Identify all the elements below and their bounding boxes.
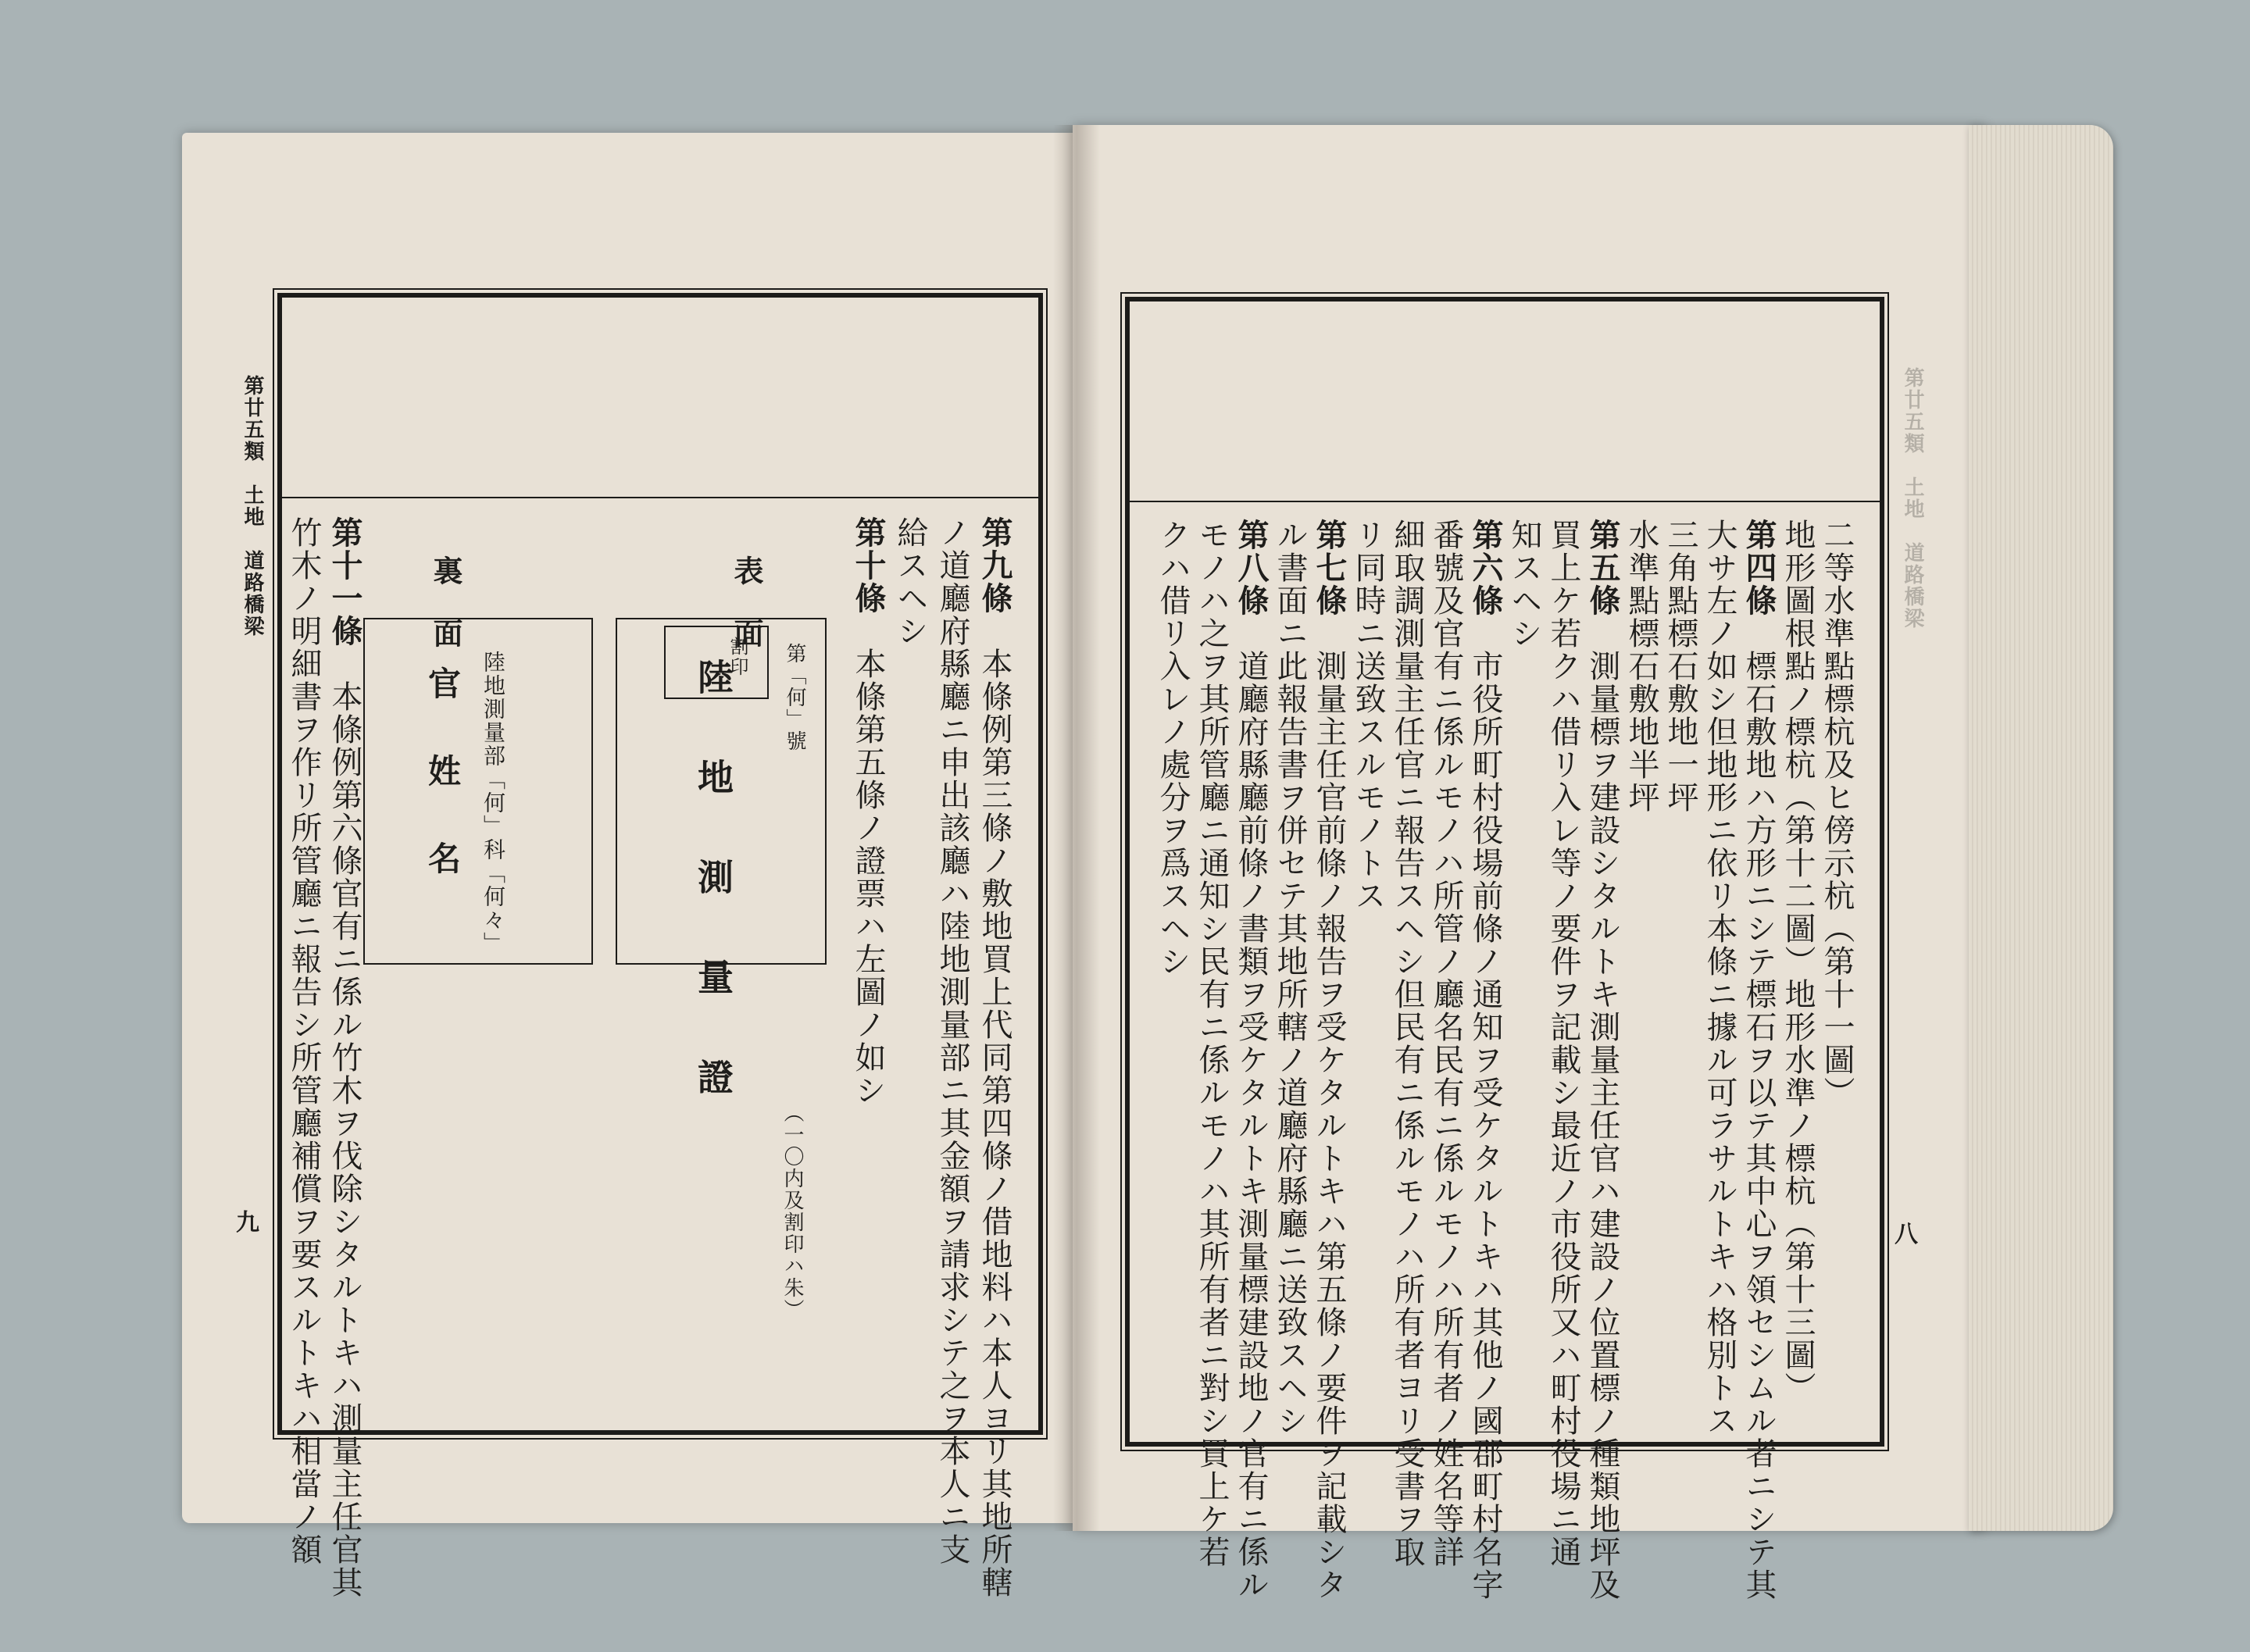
- right-column-9: 知スヘシ: [1506, 519, 1542, 650]
- left-column-2: ノ道廳府縣廳ニ申出該廳ハ陸地測量部ニ其金額ヲ請求シテ之ヲ本人ニ支: [934, 516, 970, 1566]
- seal-label: 割印: [727, 637, 748, 677]
- right-column-6: 水準點標石敷地半坪: [1623, 519, 1659, 814]
- right-header-rule: [1130, 501, 1880, 502]
- right-column-4: 大サ左ノ如シ但地形ニ依リ本條ニ據ル可ラサルトキハ格別トス: [1702, 519, 1738, 1437]
- left-column-6: 竹木ノ明細書ヲ作リ所管廳ニ報告シ所管廳補償ヲ要スルトキハ相當ノ額: [286, 516, 322, 1566]
- right-column-14: 第七條 測量主任官前條ノ報告ヲ受ケタルトキハ第五條ノ要件ヲ記載シタ: [1311, 519, 1348, 1601]
- right-column-13: リ同時ニ送致スルモノトス: [1350, 519, 1386, 912]
- left-column-4: 第十條 本條第五條ノ證票ハ左圖ノ如シ: [850, 516, 887, 1107]
- right-column-12: 細取調測量主任官ニ報告スヘシ但民有ニ係ルモノハ所有者ヨリ受書ヲ取: [1389, 519, 1425, 1568]
- back-official-name: 官 姓 名: [423, 666, 462, 885]
- article-8-label: 第八條: [1233, 519, 1270, 617]
- article-6-label: 第六條: [1467, 519, 1504, 617]
- back-department-line: 陸地測量部「何」科「何々」: [480, 651, 506, 955]
- right-column-10: 第六條 市役所町村役場前條ノ通知ヲ受ケタルトキハ其他ノ國郡町村名字: [1467, 519, 1504, 1601]
- right-column-17: モノハ之ヲ其所管廳ニ通知シ民有ニ係ルモノハ其所有者ニ對シ買上ケ若: [1194, 519, 1230, 1568]
- right-column-8: 買上ケ若クハ借リ入レ等ノ要件ヲ記載シ最近ノ市役所又ハ町村役場ニ通: [1545, 519, 1581, 1568]
- right-text-frame: [1125, 297, 1884, 1601]
- left-column-1: 第九條 本條例第三條ノ敷地買上代同第四條ノ借地料ハ本人ヨリ其地所轄: [977, 516, 1013, 1599]
- article-7-label: 第七條: [1311, 519, 1348, 617]
- back-certificate-box: [363, 618, 593, 965]
- right-column-1: 二等水準點標杭及ヒ傍示杭（第十一圖）: [1819, 519, 1855, 1109]
- article-5-label: 第五條: [1584, 519, 1621, 617]
- right-column-3: 第四條 標石敷地ハ方形ニシテ標石ヲ以テ其中心ヲ領セシムル者ニシテ其: [1741, 519, 1777, 1601]
- certificate-title: 陸 地 測 量 證: [692, 658, 734, 1108]
- right-column-11: 番號及官有ニ係ルモノハ所管ノ廳名民有ニ係ルモノハ所有者ノ姓名等詳: [1428, 519, 1464, 1568]
- right-running-head: 第廿五類 土地 道路橋梁: [1901, 367, 1924, 630]
- right-column-16: 第八條 道廳府縣廳前條ノ書類ヲ受ケタルトキ測量標建設地ノ官有ニ係ル: [1233, 519, 1270, 1601]
- right-column-5: 三角點標石敷地一坪: [1662, 519, 1698, 814]
- left-column-5: 第十一條 本條例第六條官有ニ係ル竹木ヲ伐除シタルトキハ測量主任官其: [327, 516, 363, 1599]
- left-running-head: 第廿五類 土地 道路橋梁: [241, 375, 264, 637]
- left-page-number: 九: [236, 1209, 259, 1236]
- article-11-label: 第十一條: [327, 516, 363, 648]
- right-column-18: クハ借リ入レノ處分ヲ爲スヘシ: [1155, 519, 1191, 978]
- certificate-number: 第「何」號: [783, 643, 806, 752]
- right-column-15: ル書面ニ此報告書ヲ併セテ其地所轄ノ道廳府縣廳ニ送致スヘシ: [1272, 519, 1308, 1437]
- left-header-rule: [282, 497, 1038, 498]
- article-10-label: 第十條: [850, 516, 887, 615]
- left-text-frame: [277, 293, 1043, 1599]
- right-column-7: 第五條 測量標ヲ建設シタルトキ測量主任官ハ建設ノ位置標ノ種類地坪及: [1584, 519, 1621, 1601]
- book-gutter: [1053, 125, 1100, 1531]
- right-page-number: 八: [1895, 1221, 1918, 1248]
- front-certificate-box: [616, 618, 827, 1108]
- left-column-3: 給スヘシ: [892, 516, 928, 648]
- article-9-label: 第九條: [977, 516, 1013, 615]
- back-label: 裏 面: [428, 555, 463, 649]
- article-4-label: 第四條: [1741, 519, 1777, 617]
- page-edges: [1969, 125, 2113, 1531]
- red-ink-note: （一〇内及割印ハ朱）: [780, 1102, 804, 1321]
- right-column-2: 地形圖根點ノ標杭（第十二圖）地形水準ノ標杭（第十三圖）: [1780, 519, 1816, 1404]
- front-label: 表 面: [729, 555, 764, 649]
